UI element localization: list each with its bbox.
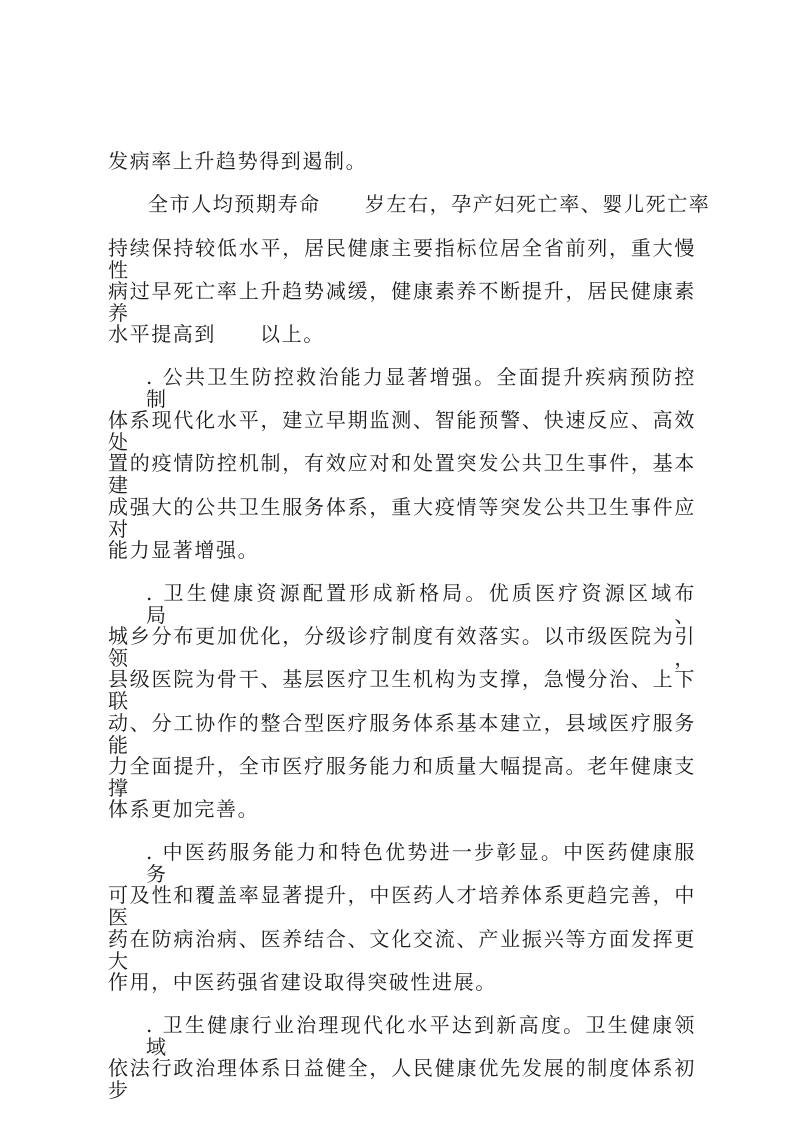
text-line: 药在防病治病、医养结合、文化交流、产业振兴等方面发挥更大 [108,927,696,973]
text-line: 力全面提升，全市医疗服务能力和质量大幅提高。老年健康支撑 [108,754,696,800]
text-line: 水平提高到 以上。 [108,322,325,346]
text-line: 县级医院为骨干、基层医疗卫生机构为支撑，急慢分治、上下联 [108,667,696,713]
section-heading-line: . 卫生健康资源配置形成新格局。优质医疗资源区域布局、 [146,581,696,627]
text-line: 体系更加完善。 [108,797,260,821]
text-line: 动、分工协作的整合型医疗服务体系基本建立，县域医疗服务能 [108,711,696,757]
text-line: 全市人均预期寿命 岁左右，孕产妇死亡率、婴儿死亡率 [148,192,711,216]
text-line: 依法行政治理体系日益健全，人民健康优先发展的制度体系初步 [108,1056,696,1102]
section-heading-line: . 卫生健康行业治理现代化水平达到新高度。卫生健康领域 [146,1013,696,1059]
text-line: 体系现代化水平，建立早期监测、智能预警、快速反应、高效处 [108,408,696,454]
text-line: 病过早死亡率上升趋势减缓，健康素养不断提升，居民健康素养 [108,279,696,325]
text-line: 城乡分布更加优化，分级诊疗制度有效落实。以市级医院为引领， [108,624,696,670]
section-heading-line: . 中医药服务能力和特色优势进一步彰显。中医药健康服务 [146,840,696,886]
text-line: 能力显著增强。 [108,538,260,562]
text-line: 成强大的公共卫生服务体系，重大疫情等突发公共卫生事件应对 [108,495,696,541]
text-line: 持续保持较低水平，居民健康主要指标位居全省前列，重大慢性 [108,236,696,282]
text-line: 可及性和覆盖率显著提升，中医药人才培养体系更趋完善，中医 [108,883,696,929]
text-line: 作用，中医药强省建设取得突破性进展。 [108,970,497,994]
section-heading-line: . 公共卫生防控救治能力显著增强。全面提升疾病预防控制 [146,365,696,411]
text-line: 发病率上升趋势得到遏制。 [108,149,368,173]
text-line: 置的疫情防控机制，有效应对和处置突发公共卫生事件，基本建 [108,451,696,497]
